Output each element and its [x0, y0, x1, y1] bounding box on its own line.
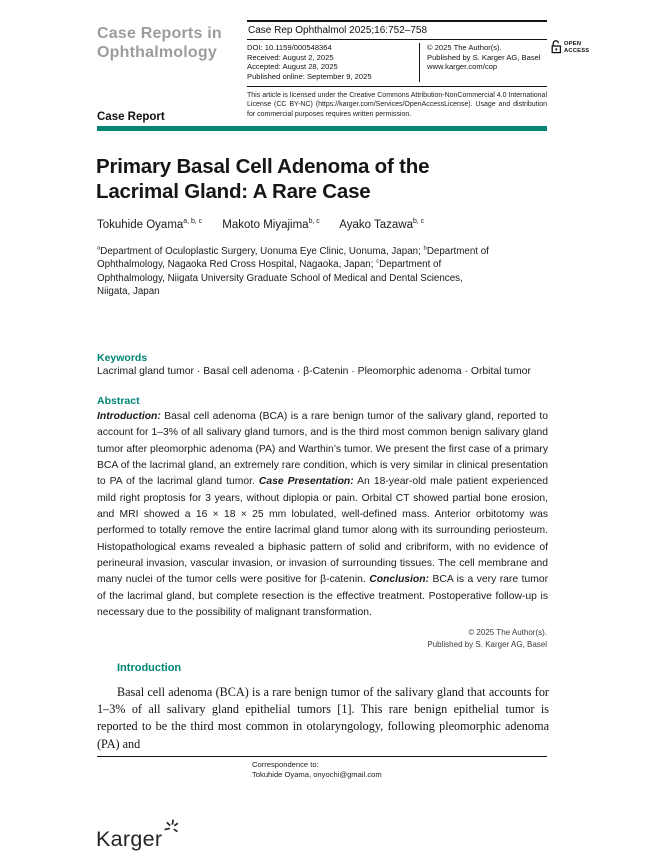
- copyright-line: © 2025 The Author(s).: [427, 43, 502, 52]
- abstract-copyright: © 2025 The Author(s). Published by S. Karger AG, Basel: [427, 628, 547, 649]
- author: Tokuhide Oyama$^{a, b, c}$: [97, 218, 203, 231]
- keywords-text: Lacrimal gland tumor · Basal cell adenoma · β-Catenin · Pleomorphic adenoma · Orbital tumor: [97, 366, 531, 377]
- keywords-heading: Keywords: [97, 352, 148, 364]
- open-access-badge: [551, 40, 589, 59]
- article-meta-publisher: [420, 43, 547, 82]
- abstract-body: [97, 409, 548, 621]
- abstract-section-label: Introduction:: [97, 411, 161, 422]
- affiliations: $^a$Department of Oculoplastic Surgery, Uonuma Eye Clinic, Uonuma, Japan; $^b$Department of Ophthalmology, Nagaoka Red Cross Hospital, Nagaoka, Japan; $^c$Department of Ophthalmology, Niigata University Graduate School of Medical and Dental Sciences, Niigata, Japan: [97, 245, 489, 298]
- publisher-line: Published by S. Karger AG, Basel: [427, 52, 541, 62]
- footer-rule: [97, 756, 547, 757]
- journal-name-line1: Case Reports in: [97, 25, 222, 42]
- abstract-section-label: Conclusion:: [369, 574, 429, 586]
- open-access-label: OPEN ACCESS: [564, 41, 590, 54]
- abstract-section-text: An 18-year-old male patient experienced mild right proptosis for 3 years, without diplopia or pain. Orbital CT showed partial bone erosion, and MRI showed a 16 × 18 × 25 mm lobulated, well-defined mass. Anterior orbitotomy was performed to totally remove the entire lacrimal gland tumor along with its surrounding periosteum. Histopathological exams revealed a biphasic pattern of solid and cribriform, with no evidence of perineural invasion, vascular invasion, or invasion of surrounding tissues. The cell membrane and many nuclei of the tumor cells were positive for β-catenin.: [97, 476, 548, 586]
- karger-spark-icon: [163, 818, 181, 840]
- correspondence-email[interactable]: Tokuhide Oyama, onyochi@gmail.com: [252, 770, 382, 780]
- author: Ayako Tazawa$^{b, c}$: [339, 218, 425, 231]
- introduction-heading: Introduction: [117, 662, 182, 674]
- open-lock-icon: [551, 40, 562, 59]
- abstract-heading: Abstract: [97, 395, 140, 407]
- correspondence-block: [252, 760, 382, 781]
- author-list: [97, 219, 441, 231]
- abstract-section-label: Case Presentation:: [258, 476, 354, 488]
- title-line2: Lacrimal Gland: A Rare Case: [96, 179, 371, 203]
- license-text: This article is licensed under the Creative Commons Attribution-NonCommercial 4.0 International License (CC BY-NC) (https://karger.com/Services/OpenAccessLicense). Usage and distribution for commercial purposes requires written permission.: [247, 91, 547, 118]
- karger-logo-text: Karger: [96, 827, 163, 851]
- page-title: [96, 155, 556, 204]
- karger-logo: [96, 818, 181, 852]
- received-date: Received: August 2, 2025: [247, 52, 334, 62]
- author-affil-sup: b, c: [412, 218, 425, 226]
- article-meta-dates: [247, 43, 419, 82]
- author: Makoto Miyajima$^{b, c}$: [222, 218, 320, 231]
- journal-url-link[interactable]: www.karger.com/cop: [427, 62, 498, 72]
- journal-name-line2: Ophthalmology: [97, 44, 217, 61]
- title-line1: Primary Basal Cell Adenoma of the: [96, 155, 430, 178]
- journal-citation: Case Rep Ophthalmol 2025;16:752–758: [247, 20, 547, 40]
- journal-name: [97, 24, 222, 62]
- author-affil-sup: a, b, c: [183, 218, 203, 226]
- introduction-paragraph: Basal cell adenoma (BCA) is a rare benign tumor of the salivary gland that accounts for 1–3% of all salivary gland epithelial tumors [1]. This rare benign epithelial tumor is reported to be the third most common in otolaryngology, following pleomorphic adenoma (PA) and: [97, 685, 549, 751]
- accent-rule: [97, 126, 547, 131]
- doi: DOI: 10.1159/000548364: [247, 43, 332, 52]
- author-affil-sup: b, c: [308, 218, 320, 226]
- abstract-section-text: Basal cell adenoma (BCA) is a rare benign tumor of the salivary gland, reported to account for 1–3% of all salivary gland tumors, and is the third most common benign salivary gland tumor after pleomorphic adenoma (PA) and Warthin’s tumor. We present the first case of a primary BCA of the lacrimal gland, an extremely rare condition, which is very similar in clinical presentation to PA of the lacrimal gland tumor.: [97, 411, 548, 488]
- published-online-date: Published online: September 9, 2025: [247, 72, 372, 82]
- accepted-date: Accepted: August 28, 2025: [247, 62, 338, 72]
- article-meta: [247, 40, 547, 87]
- abstract-section-text: BCA is a very rare tumor of the lacrimal gland, but complete resection is the effective treatment. Postoperative follow-up is necessary due to the possibility of malignant transformation.: [97, 574, 549, 619]
- correspondence-label: Correspondence to:: [252, 760, 319, 769]
- article-type-label: Case Report: [97, 111, 165, 123]
- header-citation-box: [247, 20, 547, 119]
